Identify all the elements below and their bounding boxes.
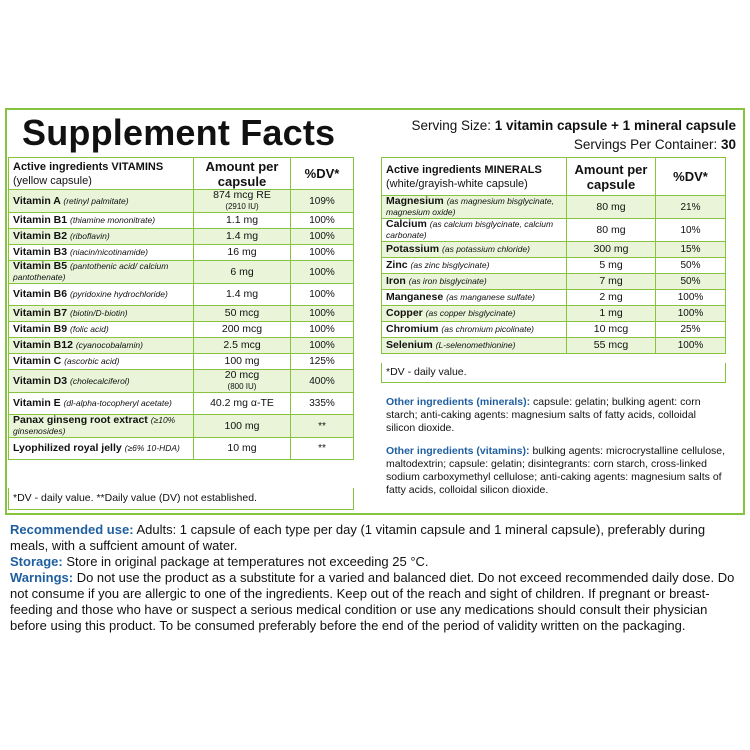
vitamins-row — [9, 370, 354, 393]
minerals-amount: 2 mg — [567, 290, 656, 306]
vitamins-amount: 16 mg — [194, 245, 291, 261]
minerals-row — [382, 219, 726, 242]
vitamins-name: Vitamin A (retinyl palmitate) — [9, 190, 194, 213]
vitamins-amount: 40.2 mg α-TE — [194, 393, 291, 415]
vitamins-footnote: *DV - daily value. **Daily value (DV) not established. — [8, 488, 354, 510]
vitamins-amount: 874 mcg RE (2910 IU) — [194, 190, 291, 213]
vitamins-dv: 100% — [291, 229, 354, 245]
vitamins-row — [9, 261, 354, 284]
minerals-dv: 10% — [656, 219, 726, 242]
vitamins-dv: 400% — [291, 370, 354, 393]
usage-instructions — [10, 522, 745, 634]
vitamins-dv: 100% — [291, 338, 354, 354]
vitamins-amount: 10 mg — [194, 438, 291, 460]
warnings-text: Do not use the product as a substitute for a varied and balanced diet. Do not exceed recommended daily dose. Do not consume if you are allergic to one of the ingredients. Keep out of the reach and sight of children. If pregnant or breast-feeding and those who have or suspect a serious medical condition or use any medications should consult their physician before using this product. To be consumed preferably before the end of the period of validity written on the packaging. — [10, 570, 735, 633]
vitamins-amount: 6 mg — [194, 261, 291, 284]
minerals-name: Selenium (L-selenomethionine) — [382, 338, 567, 354]
vitamins-dv: 109% — [291, 190, 354, 213]
minerals-row — [382, 322, 726, 338]
minerals-dv: 15% — [656, 242, 726, 258]
minerals-row — [382, 290, 726, 306]
minerals-row — [382, 274, 726, 290]
minerals-dv: 50% — [656, 258, 726, 274]
vitamins-name: Vitamin E (dl-alpha-tocopheryl acetate) — [9, 393, 194, 415]
vitamins-row — [9, 213, 354, 229]
minerals-amount: 10 mcg — [567, 322, 656, 338]
minerals-dv: 50% — [656, 274, 726, 290]
minerals-name: Manganese (as manganese sulfate) — [382, 290, 567, 306]
vitamins-row — [9, 415, 354, 438]
vitamins-amount: 20 mcg (800 IU) — [194, 370, 291, 393]
minerals-amount: 7 mg — [567, 274, 656, 290]
vitamins-dv: ** — [291, 415, 354, 438]
vitamins-dv: 125% — [291, 354, 354, 370]
vitamins-row — [9, 245, 354, 261]
vitamins-row — [9, 190, 354, 213]
vitamins-amount: 200 mcg — [194, 322, 291, 338]
vitamins-name: Vitamin B2 (riboflavin) — [9, 229, 194, 245]
minerals-dv: 100% — [656, 306, 726, 322]
vitamins-dv: 100% — [291, 261, 354, 284]
minerals-col-dv: %DV* — [656, 158, 726, 196]
minerals-row — [382, 306, 726, 322]
vitamins-name: Vitamin B3 (niacin/nicotinamide) — [9, 245, 194, 261]
minerals-col-ingredient: Active ingredients MINERALS (white/grayish-white capsule) — [382, 158, 567, 196]
minerals-amount: 80 mg — [567, 196, 656, 219]
minerals-name: Iron (as iron bisglycinate) — [382, 274, 567, 290]
minerals-name: Potassium (as potassium chloride) — [382, 242, 567, 258]
minerals-table — [381, 157, 726, 354]
vitamins-dv: 100% — [291, 284, 354, 306]
vitamins-dv: 100% — [291, 245, 354, 261]
vitamins-row — [9, 393, 354, 415]
storage-text: Store in original package at temperatures not exceeding 25 °C. — [62, 554, 429, 569]
vitamins-name: Vitamin B5 (pantothenic acid/ calcium pantothenate) — [9, 261, 194, 284]
vitamins-name: Panax ginseng root extract (≥10% ginsenosides) — [9, 415, 194, 438]
vitamins-name: Vitamin B7 (biotin/D-biotin) — [9, 306, 194, 322]
vitamins-row — [9, 438, 354, 460]
minerals-amount: 1 mg — [567, 306, 656, 322]
vitamins-row — [9, 284, 354, 306]
vitamins-amount: 50 mcg — [194, 306, 291, 322]
other-ingredients-minerals: Other ingredients (minerals): capsule: gelatin; bulking agent: corn starch; anti-caking agents: magnesium salts of fatty acids, colloidal silicon dioxide. — [386, 396, 701, 434]
vitamins-col-dv: %DV* — [291, 158, 354, 190]
minerals-col-amount: Amount per capsule — [567, 158, 656, 196]
warnings-label: Warnings: — [10, 570, 74, 585]
serving-size-value: 1 vitamin capsule + 1 mineral capsule — [494, 118, 736, 133]
minerals-amount: 5 mg — [567, 258, 656, 274]
vitamins-amount: 1.4 mg — [194, 229, 291, 245]
vitamins-name: Vitamin B12 (cyanocobalamin) — [9, 338, 194, 354]
minerals-name: Chromium (as chromium picolinate) — [382, 322, 567, 338]
vitamins-name: Vitamin B9 (folic acid) — [9, 322, 194, 338]
servings-label: Servings Per Container: — [573, 137, 718, 152]
vitamins-amount: 1.4 mg — [194, 284, 291, 306]
minerals-amount: 55 mcg — [567, 338, 656, 354]
vitamins-row — [9, 354, 354, 370]
serving-info — [411, 116, 736, 154]
vitamins-dv: 100% — [291, 306, 354, 322]
recommended-use-label: Recommended use: — [10, 522, 134, 537]
minerals-dv: 100% — [656, 338, 726, 354]
minerals-row — [382, 338, 726, 354]
vitamins-name: Vitamin B6 (pyridoxine hydrochloride) — [9, 284, 194, 306]
vitamins-col-ingredient: Active ingredients VITAMINS (yellow capsule) — [9, 158, 194, 190]
vitamins-amount: 100 mg — [194, 354, 291, 370]
minerals-amount: 80 mg — [567, 219, 656, 242]
minerals-name: Zinc (as zinc bisglycinate) — [382, 258, 567, 274]
vitamins-row — [9, 229, 354, 245]
vitamins-row — [9, 322, 354, 338]
minerals-footnote: *DV - daily value. — [381, 363, 726, 383]
vitamins-amount: 100 mg — [194, 415, 291, 438]
minerals-row — [382, 258, 726, 274]
page-title: Supplement Facts — [22, 112, 336, 153]
vitamins-row — [9, 306, 354, 322]
minerals-dv: 21% — [656, 196, 726, 219]
storage-label: Storage: — [10, 554, 63, 569]
minerals-dv: 25% — [656, 322, 726, 338]
vitamins-row — [9, 338, 354, 354]
recommended-use-text: Adults: 1 capsule of each type per day (1 vitamin capsule and 1 mineral capsule), preferably during meals, with a suffcient amount of water. — [10, 522, 706, 553]
vitamins-amount: 2.5 mcg — [194, 338, 291, 354]
other-ingredients-vitamins: Other ingredients (vitamins): bulking agents: microcrystalline cellulose, maltodextrin; capsule: gelatin; disintegrants: corn starch, cross-linked sodium carboxymethyl cellulose; anti-caking agents: magnesium salts of fatty acids, colloidal silicon dioxide. — [386, 445, 726, 496]
vitamins-col-amount: Amount per capsule — [194, 158, 291, 190]
vitamins-dv: 335% — [291, 393, 354, 415]
vitamins-dv: ** — [291, 438, 354, 460]
minerals-amount: 300 mg — [567, 242, 656, 258]
vitamins-dv: 100% — [291, 322, 354, 338]
vitamins-name: Vitamin C (ascorbic acid) — [9, 354, 194, 370]
vitamins-name: Vitamin B1 (thiamine mononitrate) — [9, 213, 194, 229]
vitamins-name: Vitamin D3 (cholecalciferol) — [9, 370, 194, 393]
serving-size-label: Serving Size: — [411, 118, 491, 133]
minerals-row — [382, 196, 726, 219]
minerals-name: Magnesium (as magnesium bisglycinate, magnesium oxide) — [382, 196, 567, 219]
vitamins-table — [8, 157, 354, 460]
vitamins-amount: 1.1 mg — [194, 213, 291, 229]
minerals-dv: 100% — [656, 290, 726, 306]
servings-value: 30 — [720, 137, 736, 152]
minerals-row — [382, 242, 726, 258]
minerals-name: Copper (as copper bisglycinate) — [382, 306, 567, 322]
vitamins-name: Lyophilized royal jelly (≥6% 10-HDA) — [9, 438, 194, 460]
minerals-name: Calcium (as calcium bisglycinate, calcium carbonate) — [382, 219, 567, 242]
vitamins-dv: 100% — [291, 213, 354, 229]
